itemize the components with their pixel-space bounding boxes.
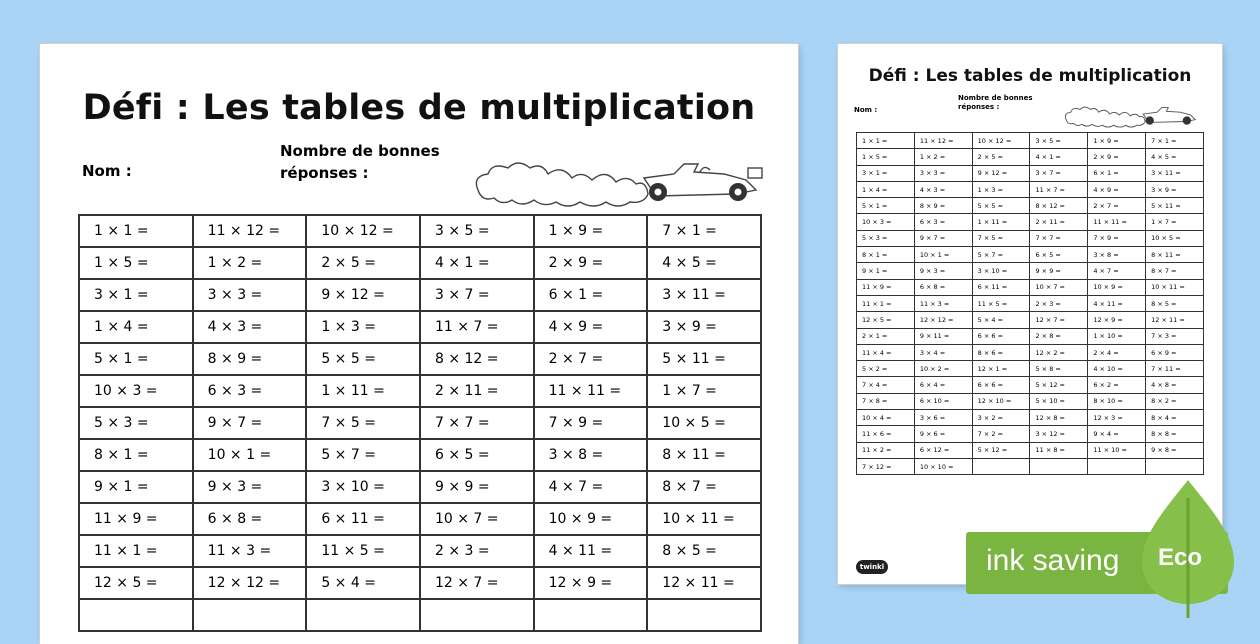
problem-cell: 7 × 9 =	[534, 407, 648, 439]
problem-cell: 4 × 1 =	[420, 247, 534, 279]
problem-cell: 9 × 12 =	[306, 279, 420, 311]
problem-cell: 4 × 9 =	[1088, 181, 1146, 197]
problem-cell: 1 × 9 =	[534, 215, 648, 247]
problem-cell: 9 × 12 =	[972, 165, 1030, 181]
score-label	[280, 140, 440, 184]
grid-row-small	[857, 181, 1204, 197]
grid-row-small	[857, 377, 1204, 393]
problem-cell: 10 × 1 =	[914, 247, 972, 263]
problem-cell: 7 × 2 =	[972, 426, 1030, 442]
problem-cell: 12 × 12 =	[914, 312, 972, 328]
problem-cell: 1 × 3 =	[972, 181, 1030, 197]
problem-cell: 11 × 9 =	[857, 279, 915, 295]
problem-cell: 10 × 11 =	[1146, 279, 1204, 295]
problem-cell: 7 × 3 =	[1146, 328, 1204, 344]
score-label-small	[958, 94, 1033, 112]
problem-cell: 8 × 12 =	[420, 343, 534, 375]
race-car-illustration	[472, 152, 772, 208]
problem-cell: 9 × 9 =	[420, 471, 534, 503]
grid-row-small	[857, 410, 1204, 426]
problem-cell: 11 × 5 =	[972, 295, 1030, 311]
race-car-illustration-small	[1058, 102, 1208, 128]
grid-row-small	[857, 312, 1204, 328]
problem-cell: 11 × 1 =	[79, 535, 193, 567]
grid-row-small	[857, 279, 1204, 295]
problem-cell: 2 × 3 =	[1030, 295, 1088, 311]
problem-cell: 5 × 7 =	[306, 439, 420, 471]
problem-cell	[972, 458, 1030, 474]
problem-cell: 2 × 8 =	[1030, 328, 1088, 344]
problem-cell: 1 × 5 =	[857, 149, 915, 165]
problem-cell: 5 × 3 =	[79, 407, 193, 439]
problem-cell: 6 × 4 =	[914, 377, 972, 393]
problem-cell: 12 × 2 =	[1030, 344, 1088, 360]
problem-cell: 2 × 7 =	[1088, 198, 1146, 214]
problem-cell: 3 × 5 =	[1030, 133, 1088, 149]
problem-cell: 4 × 7 =	[534, 471, 648, 503]
grid-row-small	[857, 165, 1204, 181]
problem-cell: 3 × 2 =	[972, 410, 1030, 426]
problem-cell: 3 × 1 =	[857, 165, 915, 181]
problem-cell: 5 × 5 =	[306, 343, 420, 375]
eco-label: Eco	[1158, 544, 1203, 571]
score-label-small-line2: réponses :	[958, 103, 1000, 111]
problem-cell: 4 × 1 =	[1030, 149, 1088, 165]
grid-row-small	[857, 149, 1204, 165]
problem-cell: 9 × 1 =	[857, 263, 915, 279]
problem-cell: 11 × 4 =	[857, 344, 915, 360]
problem-cell: 6 × 1 =	[534, 279, 648, 311]
problem-cell: 4 × 10 =	[1088, 361, 1146, 377]
grid-row	[79, 567, 761, 599]
grid-row	[79, 215, 761, 247]
problem-cell: 5 × 12 =	[972, 442, 1030, 458]
grid-row-small	[857, 198, 1204, 214]
problem-cell: 8 × 2 =	[1146, 393, 1204, 409]
grid-row	[79, 279, 761, 311]
name-label: Nom :	[82, 162, 132, 180]
problem-cell: 1 × 11 =	[306, 375, 420, 407]
problem-cell: 9 × 9 =	[1030, 263, 1088, 279]
worksheet-title: Défi : Les tables de multiplication	[82, 88, 756, 128]
problem-cell: 2 × 9 =	[534, 247, 648, 279]
problem-cell: 2 × 5 =	[972, 149, 1030, 165]
problem-cell: 12 × 5 =	[79, 567, 193, 599]
grid-row	[79, 439, 761, 471]
problem-cell: 4 × 5 =	[647, 247, 761, 279]
grid-row	[79, 375, 761, 407]
problem-cell: 8 × 12 =	[1030, 198, 1088, 214]
problem-cell: 2 × 7 =	[534, 343, 648, 375]
problem-cell: 12 × 1 =	[972, 361, 1030, 377]
problem-cell: 5 × 10 =	[1030, 393, 1088, 409]
problem-cell: 9 × 3 =	[914, 263, 972, 279]
grid-row-small	[857, 328, 1204, 344]
problem-cell: 11 × 7 =	[1030, 181, 1088, 197]
problem-cell: 12 × 7 =	[1030, 312, 1088, 328]
problem-cell: 11 × 11 =	[1088, 214, 1146, 230]
problem-cell: 12 × 7 =	[420, 567, 534, 599]
problem-cell: 9 × 7 =	[193, 407, 307, 439]
problem-cell: 6 × 6 =	[972, 377, 1030, 393]
problem-cell: 2 × 11 =	[1030, 214, 1088, 230]
problem-cell: 11 × 3 =	[193, 535, 307, 567]
problem-cell: 6 × 1 =	[1088, 165, 1146, 181]
problem-cell: 6 × 9 =	[1146, 344, 1204, 360]
multiplication-grid-large	[78, 214, 762, 632]
problem-cell: 11 × 11 =	[534, 375, 648, 407]
problem-cell: 7 × 12 =	[857, 458, 915, 474]
problem-cell: 10 × 2 =	[914, 361, 972, 377]
problem-cell: 1 × 5 =	[79, 247, 193, 279]
problem-cell: 10 × 10 =	[914, 458, 972, 474]
problem-cell: 12 × 12 =	[193, 567, 307, 599]
problem-cell: 3 × 9 =	[647, 311, 761, 343]
problem-cell: 5 × 11 =	[1146, 198, 1204, 214]
problem-cell: 2 × 11 =	[420, 375, 534, 407]
grid-row-small	[857, 214, 1204, 230]
problem-cell: 8 × 7 =	[647, 471, 761, 503]
problem-cell: 3 × 8 =	[1088, 247, 1146, 263]
problem-cell: 5 × 1 =	[79, 343, 193, 375]
problem-cell: 10 × 3 =	[857, 214, 915, 230]
problem-cell: 4 × 5 =	[1146, 149, 1204, 165]
grid-row	[79, 535, 761, 567]
grid-row-small	[857, 442, 1204, 458]
problem-cell: 12 × 3 =	[1088, 410, 1146, 426]
problem-cell: 7 × 7 =	[1030, 230, 1088, 246]
problem-cell: 12 × 11 =	[647, 567, 761, 599]
problem-cell: 1 × 2 =	[914, 149, 972, 165]
problem-cell: 1 × 1 =	[79, 215, 193, 247]
problem-cell	[1088, 458, 1146, 474]
problem-cell: 10 × 7 =	[420, 503, 534, 535]
problem-cell: 5 × 8 =	[1030, 361, 1088, 377]
grid-row-small	[857, 458, 1204, 474]
grid-row-small	[857, 393, 1204, 409]
problem-cell: 1 × 4 =	[79, 311, 193, 343]
problem-cell: 6 × 2 =	[1088, 377, 1146, 393]
problem-cell: 10 × 3 =	[79, 375, 193, 407]
problem-cell: 11 × 2 =	[857, 442, 915, 458]
problem-cell: 10 × 4 =	[857, 410, 915, 426]
problem-cell: 1 × 4 =	[857, 181, 915, 197]
problem-cell: 10 × 5 =	[647, 407, 761, 439]
problem-cell: 11 × 6 =	[857, 426, 915, 442]
problem-cell: 1 × 9 =	[1088, 133, 1146, 149]
problem-cell: 6 × 10 =	[914, 393, 972, 409]
problem-cell: 1 × 7 =	[647, 375, 761, 407]
problem-cell: 10 × 5 =	[1146, 230, 1204, 246]
problem-cell: 5 × 11 =	[647, 343, 761, 375]
problem-cell: 1 × 7 =	[1146, 214, 1204, 230]
problem-cell: 12 × 11 =	[1146, 312, 1204, 328]
problem-cell: 5 × 2 =	[857, 361, 915, 377]
problem-cell: 4 × 7 =	[1088, 263, 1146, 279]
problem-cell: 12 × 9 =	[1088, 312, 1146, 328]
problem-cell: 7 × 5 =	[306, 407, 420, 439]
problem-cell: 9 × 1 =	[79, 471, 193, 503]
problem-cell: 11 × 3 =	[914, 295, 972, 311]
problem-cell	[79, 599, 193, 631]
problem-cell: 3 × 10 =	[306, 471, 420, 503]
grid-row	[79, 343, 761, 375]
problem-cell: 4 × 11 =	[534, 535, 648, 567]
problem-cell: 9 × 6 =	[914, 426, 972, 442]
grid-row-small	[857, 426, 1204, 442]
grid-row	[79, 599, 761, 631]
problem-cell: 11 × 8 =	[1030, 442, 1088, 458]
problem-cell: 12 × 8 =	[1030, 410, 1088, 426]
problem-cell: 10 × 11 =	[647, 503, 761, 535]
problem-cell: 3 × 3 =	[914, 165, 972, 181]
problem-cell: 8 × 11 =	[1146, 247, 1204, 263]
problem-cell	[193, 599, 307, 631]
problem-cell: 4 × 3 =	[193, 311, 307, 343]
problem-cell: 8 × 10 =	[1088, 393, 1146, 409]
problem-cell: 6 × 8 =	[914, 279, 972, 295]
problem-cell: 7 × 1 =	[1146, 133, 1204, 149]
problem-cell: 6 × 6 =	[972, 328, 1030, 344]
problem-cell: 5 × 5 =	[972, 198, 1030, 214]
problem-cell: 8 × 7 =	[1146, 263, 1204, 279]
problem-cell: 7 × 1 =	[647, 215, 761, 247]
grid-row	[79, 407, 761, 439]
problem-cell: 1 × 3 =	[306, 311, 420, 343]
problem-cell: 7 × 5 =	[972, 230, 1030, 246]
problem-cell: 11 × 9 =	[79, 503, 193, 535]
problem-cell: 5 × 4 =	[306, 567, 420, 599]
problem-cell: 3 × 5 =	[420, 215, 534, 247]
problem-cell: 3 × 11 =	[1146, 165, 1204, 181]
grid-row-small	[857, 133, 1204, 149]
problem-cell: 6 × 12 =	[914, 442, 972, 458]
problem-cell: 6 × 5 =	[420, 439, 534, 471]
problem-cell: 9 × 3 =	[193, 471, 307, 503]
problem-cell: 1 × 1 =	[857, 133, 915, 149]
problem-cell: 11 × 10 =	[1088, 442, 1146, 458]
problem-cell: 11 × 5 =	[306, 535, 420, 567]
name-label-small: Nom :	[854, 106, 878, 114]
problem-cell: 10 × 1 =	[193, 439, 307, 471]
grid-row-small	[857, 263, 1204, 279]
problem-cell: 10 × 9 =	[534, 503, 648, 535]
problem-cell	[1146, 458, 1204, 474]
problem-cell: 3 × 6 =	[914, 410, 972, 426]
problem-cell: 12 × 10 =	[972, 393, 1030, 409]
problem-cell: 7 × 4 =	[857, 377, 915, 393]
problem-cell: 9 × 8 =	[1146, 442, 1204, 458]
problem-cell: 8 × 6 =	[972, 344, 1030, 360]
multiplication-grid-small	[856, 132, 1204, 475]
problem-cell: 1 × 11 =	[972, 214, 1030, 230]
problem-cell: 12 × 9 =	[534, 567, 648, 599]
grid-row-small	[857, 361, 1204, 377]
problem-cell: 4 × 3 =	[914, 181, 972, 197]
score-label-small-line1: Nombre de bonnes	[958, 94, 1033, 102]
problem-cell: 11 × 1 =	[857, 295, 915, 311]
problem-cell: 7 × 7 =	[420, 407, 534, 439]
problem-cell: 8 × 8 =	[1146, 426, 1204, 442]
problem-cell: 6 × 8 =	[193, 503, 307, 535]
problem-cell	[420, 599, 534, 631]
twinkl-logo: twinkl	[856, 560, 888, 574]
problem-cell: 4 × 9 =	[534, 311, 648, 343]
problem-cell: 3 × 11 =	[647, 279, 761, 311]
problem-cell: 3 × 3 =	[193, 279, 307, 311]
problem-cell: 2 × 3 =	[420, 535, 534, 567]
problem-cell: 8 × 9 =	[193, 343, 307, 375]
problem-cell: 8 × 5 =	[647, 535, 761, 567]
problem-cell: 9 × 4 =	[1088, 426, 1146, 442]
grid-row-small	[857, 230, 1204, 246]
problem-cell: 2 × 9 =	[1088, 149, 1146, 165]
grid-row-small	[857, 247, 1204, 263]
worksheet-title-small: Défi : Les tables de multiplication	[868, 66, 1192, 86]
problem-cell: 5 × 7 =	[972, 247, 1030, 263]
score-label-line2: réponses :	[280, 164, 369, 182]
problem-cell: 2 × 5 =	[306, 247, 420, 279]
problem-cell: 6 × 3 =	[914, 214, 972, 230]
worksheet-large	[40, 44, 798, 644]
grid-row-small	[857, 344, 1204, 360]
grid-row	[79, 471, 761, 503]
problem-cell: 5 × 4 =	[972, 312, 1030, 328]
problem-cell: 4 × 8 =	[1146, 377, 1204, 393]
problem-cell: 10 × 12 =	[306, 215, 420, 247]
problem-cell: 3 × 7 =	[1030, 165, 1088, 181]
problem-cell: 7 × 8 =	[857, 393, 915, 409]
problem-cell	[647, 599, 761, 631]
problem-cell: 6 × 11 =	[972, 279, 1030, 295]
problem-cell: 10 × 7 =	[1030, 279, 1088, 295]
problem-cell: 3 × 1 =	[79, 279, 193, 311]
problem-cell: 11 × 12 =	[193, 215, 307, 247]
problem-cell: 3 × 9 =	[1146, 181, 1204, 197]
problem-cell: 7 × 11 =	[1146, 361, 1204, 377]
grid-row-small	[857, 295, 1204, 311]
problem-cell: 1 × 10 =	[1088, 328, 1146, 344]
problem-cell: 9 × 11 =	[914, 328, 972, 344]
problem-cell: 8 × 5 =	[1146, 295, 1204, 311]
problem-cell: 8 × 9 =	[914, 198, 972, 214]
problem-cell	[534, 599, 648, 631]
score-label-line1: Nombre de bonnes	[280, 142, 440, 160]
problem-cell: 3 × 7 =	[420, 279, 534, 311]
grid-row	[79, 311, 761, 343]
problem-cell: 5 × 12 =	[1030, 377, 1088, 393]
problem-cell: 8 × 1 =	[79, 439, 193, 471]
problem-cell	[1030, 458, 1088, 474]
problem-cell: 1 × 2 =	[193, 247, 307, 279]
problem-cell: 8 × 11 =	[647, 439, 761, 471]
problem-cell: 11 × 12 =	[914, 133, 972, 149]
problem-cell: 10 × 9 =	[1088, 279, 1146, 295]
problem-cell	[306, 599, 420, 631]
problem-cell: 6 × 5 =	[1030, 247, 1088, 263]
problem-cell: 5 × 3 =	[857, 230, 915, 246]
problem-cell: 10 × 12 =	[972, 133, 1030, 149]
problem-cell: 5 × 1 =	[857, 198, 915, 214]
problem-cell: 9 × 7 =	[914, 230, 972, 246]
problem-cell: 2 × 1 =	[857, 328, 915, 344]
problem-cell: 6 × 11 =	[306, 503, 420, 535]
problem-cell: 7 × 9 =	[1088, 230, 1146, 246]
problem-cell: 8 × 4 =	[1146, 410, 1204, 426]
problem-cell: 6 × 3 =	[193, 375, 307, 407]
problem-cell: 4 × 11 =	[1088, 295, 1146, 311]
problem-cell: 3 × 12 =	[1030, 426, 1088, 442]
problem-cell: 3 × 4 =	[914, 344, 972, 360]
problem-cell: 12 × 5 =	[857, 312, 915, 328]
problem-cell: 8 × 1 =	[857, 247, 915, 263]
problem-cell: 11 × 7 =	[420, 311, 534, 343]
grid-row	[79, 503, 761, 535]
problem-cell: 3 × 10 =	[972, 263, 1030, 279]
problem-cell: 3 × 8 =	[534, 439, 648, 471]
problem-cell: 2 × 4 =	[1088, 344, 1146, 360]
grid-row	[79, 247, 761, 279]
ink-saving-text: ink saving	[986, 544, 1120, 577]
